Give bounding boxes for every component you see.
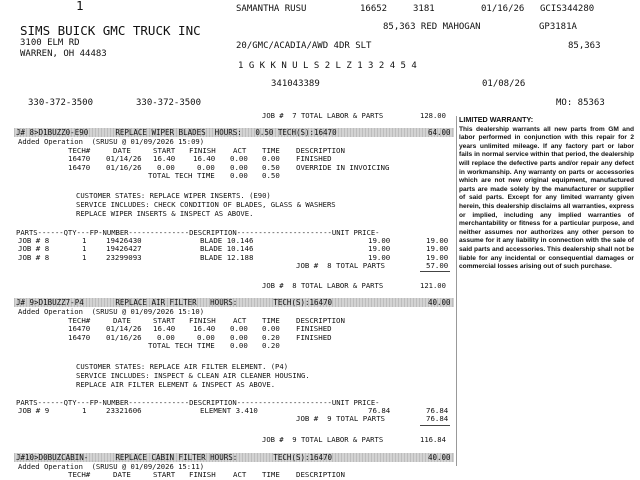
job8-service-includes: SERVICE INCLUDES: CHECK CONDITION OF BLADES, GLASS & WASHERS bbox=[76, 200, 336, 209]
header-number-1: 16652 bbox=[360, 4, 388, 14]
warranty-text: This dealership warrants all new parts from GM and labor performed in conjunction with this repair for 2 years unlimited mileage. If any factory part or labor fails in normal service within that period, the dealership will replace the defective parts and/or repair any defect in workmanship. Any warranty on parts or accessories which are not new original equipment, manufactured parts are made solely by the manufacturer or supplier of said parts. Except for any limited warranty given herein, this dealership disclaims all warranties, express or implied, including any implied warranties of merchantability or fitness for a particular purpose, and neither assumes nor authorizes any other person to assume for it any liability in connection with the sale of said parts and accessories. This dealership shall not be liable for any incidental or consequential damages or commercial losses arising out of such purchase. bbox=[459, 125, 634, 271]
job8-bar-text: J# 8>D1BUZZ0-E90 REPLACE WIPER BLADES HOURS: 0.50 TECH(S):16470 bbox=[16, 128, 337, 137]
job8-total-amount: 121.00 bbox=[420, 281, 446, 290]
job8-tech-table bbox=[0, 147, 450, 181]
job8-added-operation: Added Operation (SRUSU @ 01/09/2026 15:09) bbox=[18, 137, 205, 146]
job10-bar-text: J#10>D0BUZCABIN- REPLACE CABIN FILTER HOURS: TECH(S):16470 bbox=[16, 453, 333, 462]
job8-parts-table bbox=[0, 237, 452, 271]
job10-header-bar bbox=[14, 453, 454, 462]
job8-parts-rule bbox=[420, 271, 450, 272]
stock-number: GP3181A bbox=[539, 22, 577, 32]
header-date-2: 01/08/26 bbox=[482, 79, 526, 89]
job7-total-amount: 128.00 bbox=[420, 111, 446, 120]
job9-service-includes-2: REPLACE AIR FILTER ELEMENT & INSPECT AS ABOVE. bbox=[76, 380, 276, 389]
table-row: JOB # 9 1 23321606 ELEMENT 3.410 76.84 76.84 bbox=[18, 406, 449, 415]
table-row: JOB # 8 1 19426430 BLADE 10.146 19.00 19.00 bbox=[18, 236, 449, 245]
column-divider bbox=[456, 116, 457, 466]
warranty-title: LIMITED WARRANTY: bbox=[459, 115, 534, 124]
job9-tech-table bbox=[0, 317, 450, 351]
mo-number: MO: 85363 bbox=[556, 98, 605, 108]
phone-2: 330-372-3500 bbox=[136, 98, 202, 108]
total-tech-time-row: TOTAL TECH TIME 0.00 0.20 bbox=[148, 341, 280, 351]
job8-total-label: JOB # 8 TOTAL LABOR & PARTS bbox=[262, 281, 384, 290]
job10-tech-header: TECH# DATE START FINISH ACT TIME DESCRIPTION bbox=[68, 470, 345, 479]
header-number-2: 3181 bbox=[413, 4, 435, 14]
job9-total-label: JOB # 9 TOTAL LABOR & PARTS bbox=[262, 435, 384, 444]
job10-bar-amount: 40.00 bbox=[428, 453, 451, 462]
phone-1: 330-372-3500 bbox=[28, 98, 94, 108]
job9-parts-header: PARTS------QTY---FP-NUMBER--------------DESCRIPTION----------------------UNIT PRICE- bbox=[16, 398, 380, 407]
page-number: 1 bbox=[76, 0, 84, 13]
col-act: ACT bbox=[233, 146, 247, 155]
mileage-right: 85,363 bbox=[568, 41, 601, 51]
job10-tech-table bbox=[0, 471, 450, 479]
table-row: JOB # 8 1 19426427 BLADE 10.146 19.00 19.00 bbox=[18, 244, 449, 254]
job7-total-label: JOB # 7 TOTAL LABOR & PARTS bbox=[262, 111, 384, 120]
table-row: 16470 01/14/26 16.40 16.40 0.00 0.00 FINISHED bbox=[68, 154, 332, 164]
customer-name: SAMANTHA RUSU bbox=[236, 4, 307, 14]
col-date: DATE bbox=[113, 146, 131, 155]
job8-bar-amount: 64.00 bbox=[428, 128, 451, 137]
ro-code: GCIS344280 bbox=[540, 4, 595, 14]
job9-tech-header: TECH# DATE START FINISH ACT TIME DESCRIPTION bbox=[68, 316, 345, 325]
dealer-city: WARREN, OH 44483 bbox=[20, 49, 107, 59]
job9-total-amount: 116.84 bbox=[420, 435, 446, 444]
table-row: 16470 01/16/26 0.00 0.00 0.00 0.50 OVERRIDE IN INVOICING bbox=[68, 162, 390, 172]
job8-parts-header: PARTS------QTY---FP-NUMBER--------------DESCRIPTION----------------------UNIT PRICE- bbox=[16, 228, 380, 237]
total-tech-time-row: TOTAL TECH TIME 0.00 0.50 bbox=[148, 171, 280, 181]
col-tech: TECH# bbox=[68, 146, 91, 155]
col-description: DESCRIPTION bbox=[296, 146, 345, 155]
job9-service-includes: SERVICE INCLUDES: INSPECT & CLEAN AIR CLEANER HOUSING. bbox=[76, 371, 310, 380]
job10-added-operation: Added Operation (SRUSU @ 01/09/2026 15:11) bbox=[18, 462, 205, 471]
job8-header-bar bbox=[14, 128, 454, 137]
parts-total-row: JOB # 9 TOTAL PARTS 76.84 bbox=[296, 414, 449, 424]
limited-warranty bbox=[459, 116, 634, 272]
job9-bar-text: J# 9>D1BUZZ7-P4 REPLACE AIR FILTER HOURS: TECH(S):16470 bbox=[16, 298, 333, 307]
job8-customer-states: CUSTOMER STATES: REPLACE WIPER INSERTS. (E90) bbox=[76, 191, 271, 200]
col-time: TIME bbox=[262, 146, 280, 155]
vehicle-description: 20/GMC/ACADIA/AWD 4DR SLT bbox=[236, 41, 372, 51]
dealer-street: 3100 ELM RD bbox=[20, 38, 80, 48]
vin: 1 G K K N U L S 2 L Z 1 3 2 4 5 4 bbox=[238, 61, 417, 71]
job8-service-includes-2: REPLACE WIPER INSERTS & INSPECT AS ABOVE. bbox=[76, 209, 254, 218]
job9-parts-table bbox=[0, 407, 452, 424]
header-date-1: 01/16/26 bbox=[481, 4, 525, 14]
col-finish: FINISH bbox=[189, 146, 216, 155]
job9-header-bar bbox=[14, 298, 454, 307]
table-row: JOB # 8 1 23299093 BLADE 12.188 19.00 19.00 bbox=[18, 252, 449, 262]
tag-number: 341043389 bbox=[271, 79, 320, 89]
dealer-name: SIMS BUICK GMC TRUCK INC bbox=[20, 23, 201, 38]
job9-customer-states: CUSTOMER STATES: REPLACE AIR FILTER ELEMENT. (P4) bbox=[76, 362, 289, 371]
table-row: 16470 01/16/26 0.00 0.00 0.00 0.20 FINISHED bbox=[68, 332, 332, 342]
job9-bar-amount: 40.00 bbox=[428, 298, 451, 307]
job9-parts-rule bbox=[420, 425, 450, 426]
mileage-color: 85,363 RED MAHOGAN bbox=[383, 22, 481, 32]
col-start: START bbox=[153, 146, 176, 155]
table-row: 16470 01/14/26 16.40 16.40 0.00 0.00 FINISHED bbox=[68, 324, 332, 334]
parts-total-row: JOB # 8 TOTAL PARTS 57.00 bbox=[296, 261, 449, 271]
job9-added-operation: Added Operation (SRUSU @ 01/09/2026 15:10) bbox=[18, 307, 205, 316]
